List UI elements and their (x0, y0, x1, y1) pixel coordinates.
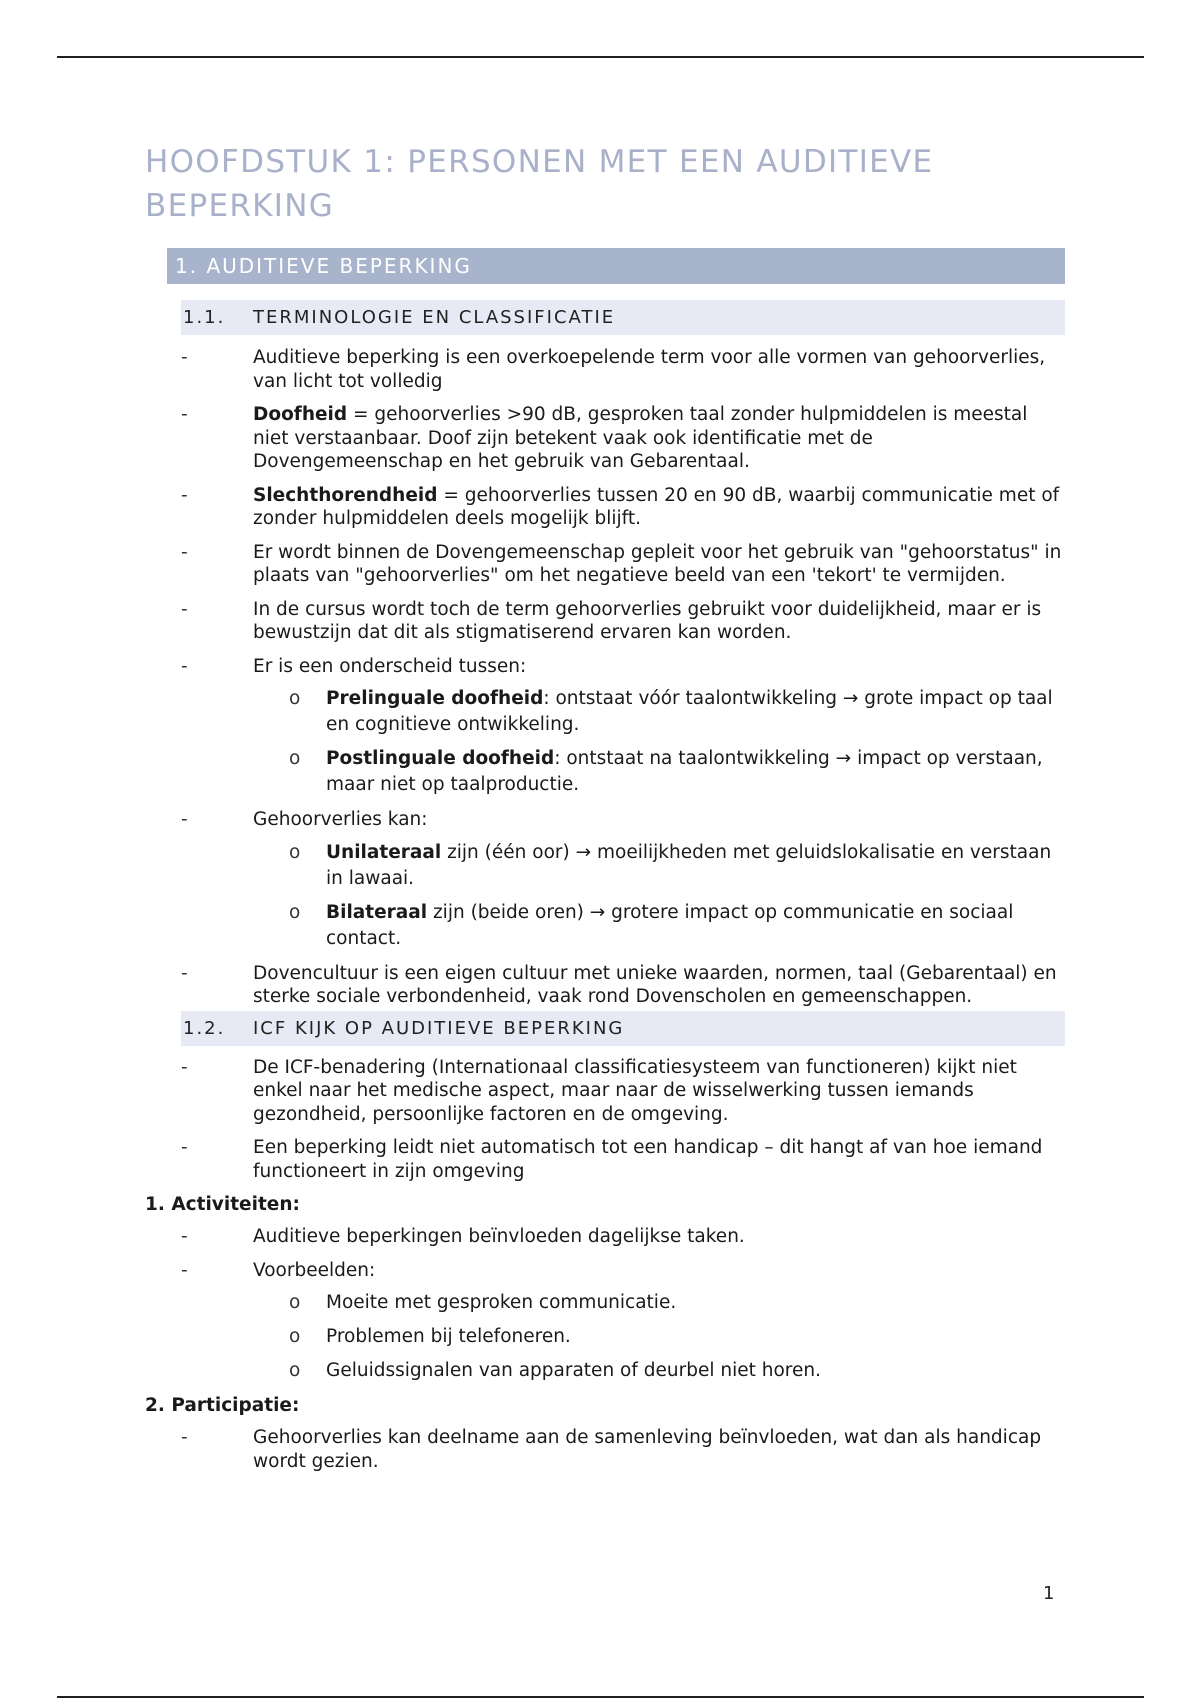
page-number: 1 (1043, 1583, 1055, 1604)
activiteiten-heading: 1. Activiteiten: (145, 1194, 300, 1215)
sub-list (253, 686, 1065, 798)
header-rule (57, 56, 1144, 58)
list-item: - Dovencultuur is een eigen cultuur met unieke waarden, normen, taal (Gebarentaal) en sterke sociale verbondenheid, vaak rond Dovenscholen en gemeenschappen. (181, 962, 1065, 1009)
section-number: 1.2. (183, 1017, 226, 1039)
list-item: - Gehoorverlies kan deelname aan de samenleving beïnvloeden, wat dan als handicap wordt gezien. (181, 1426, 1065, 1473)
heading-1-auditieve-beperking: 1. AUDITIEVE BEPERKING (167, 248, 1065, 284)
list-item: - De ICF-benadering (Internationaal classificatiesysteem van functioneren) kijkt niet enkel naar het medische aspect, maar naar de wisselwerking tussen iemands gezondheid, persoonlijke factoren en de omgeving. (181, 1056, 1065, 1127)
sub-list (253, 840, 1065, 952)
icf-list (145, 1056, 1065, 1184)
footer-rule (57, 1696, 1144, 1698)
list-item: - Er wordt binnen de Dovengemeenschap gepleit voor het gebruik van "gehoorstatus" in plaats van "gehoorverlies" om het negatieve beeld van een 'tekort' te vermijden. (181, 541, 1065, 588)
sub-list-item: o Prelinguale doofheid: ontstaat vóór taalontwikkeling → grote impact op taal en cognitieve ontwikkeling. (253, 686, 1065, 738)
list-item: - Voorbeelden: o Moeite met gesproken communicatie. o Problemen bij telefoneren. o Geluidssignalen van apparaten of deurbel niet horen. (181, 1259, 1065, 1385)
list-item: - Slechthorendheid = gehoorverlies tussen 20 en 90 dB, waarbij communicatie met of zonder hulpmiddelen deels mogelijk blijft. (181, 484, 1065, 531)
terminologie-list (145, 346, 1065, 1009)
participatie-heading: 2. Participatie: (145, 1395, 300, 1416)
sub-list-item: o Geluidssignalen van apparaten of deurbel niet horen. (253, 1358, 1065, 1384)
sub-list (253, 1290, 1065, 1384)
list-item: - In de cursus wordt toch de term gehoorverlies gebruikt voor duidelijkheid, maar er is bewustzijn dat dit als stigmatiserend ervaren kan worden. (181, 598, 1065, 645)
sub-list-item: o Moeite met gesproken communicatie. (253, 1290, 1065, 1316)
list-item: - Auditieve beperkingen beïnvloeden dagelijkse taken. (181, 1225, 1065, 1249)
page-body (145, 140, 1065, 1483)
sub-list-item: o Unilateraal zijn (één oor) → moeilijkheden met geluidslokalisatie en verstaan in lawaai. (253, 840, 1065, 892)
heading-2-terminologie (181, 300, 1065, 335)
list-item: - Doofheid = gehoorverlies >90 dB, gesproken taal zonder hulpmiddelen is meestal niet verstaanbaar. Doof zijn betekent vaak ook identificatie met de Dovengemeenschap en het gebruik van Gebarentaal. (181, 403, 1065, 474)
activiteiten-list (145, 1225, 1065, 1384)
sub-list-item: o Problemen bij telefoneren. (253, 1324, 1065, 1350)
sub-list-item: o Postlinguale doofheid: ontstaat na taalontwikkeling → impact op verstaan, maar niet op taalproductie. (253, 746, 1065, 798)
heading-2-icf (181, 1011, 1065, 1046)
section-title: ICF KIJK OP AUDITIEVE BEPERKING (253, 1017, 625, 1039)
list-item: - Gehoorverlies kan: o Unilateraal zijn (één oor) → moeilijkheden met geluidslokalisatie en verstaan in lawaai. o Bilateraal zijn (beide oren) → grotere impact op communicatie en sociaal contact. (181, 808, 1065, 952)
sub-list-item: o Bilateraal zijn (beide oren) → grotere impact op communicatie en sociaal contact. (253, 900, 1065, 952)
participatie-list (145, 1426, 1065, 1473)
list-item: - Auditieve beperking is een overkoepelende term voor alle vormen van gehoorverlies, van licht tot volledig (181, 346, 1065, 393)
section-number: 1.1. (183, 307, 226, 328)
section-title: TERMINOLOGIE EN CLASSIFICATIE (253, 307, 616, 328)
list-item: - Een beperking leidt niet automatisch tot een handicap – dit hangt af van hoe iemand functioneert in zijn omgeving (181, 1136, 1065, 1183)
list-item: - Er is een onderscheid tussen: o Prelinguale doofheid: ontstaat vóór taalontwikkeling → grote impact op taal en cognitieve ontwikkeling. o Postlinguale doofheid: ontstaat na taalontwikkeling → impact op verstaan, maar niet op taalproductie. (181, 655, 1065, 799)
chapter-title: HOOFDSTUK 1: PERSONEN MET EEN AUDITIEVE BEPERKING (145, 144, 934, 224)
